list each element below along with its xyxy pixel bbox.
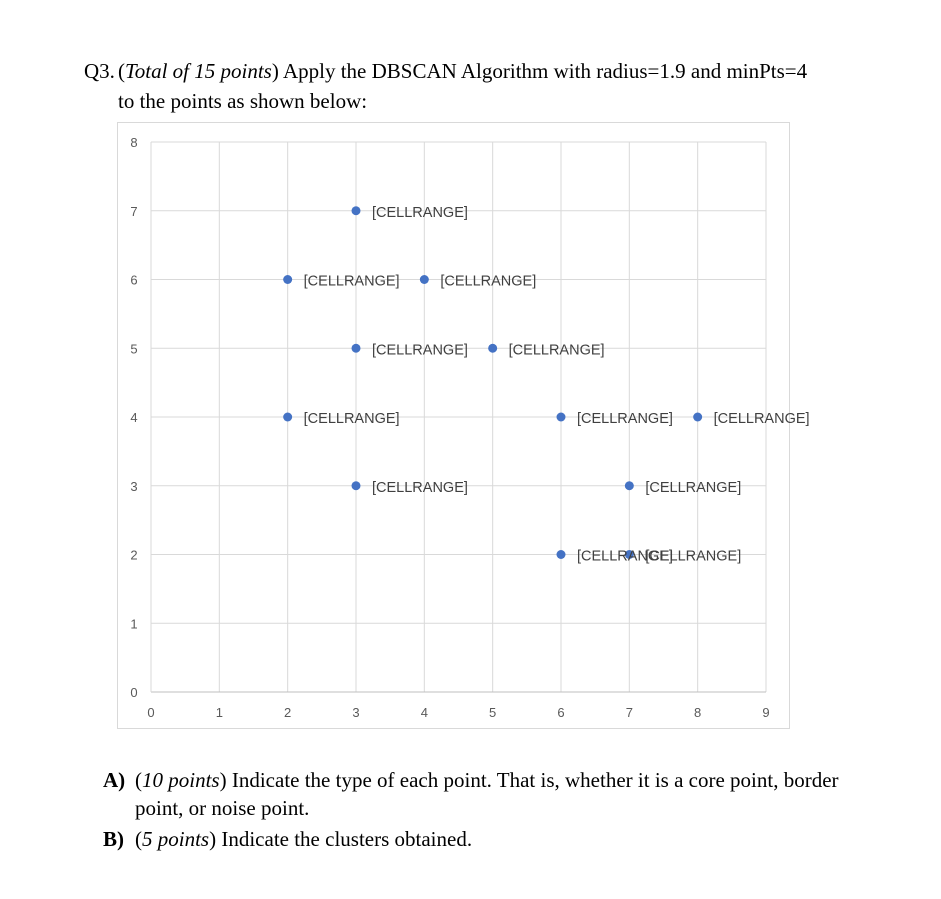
- data-point-marker: [283, 413, 292, 422]
- data-point-label: [CELLRANGE]: [303, 273, 400, 290]
- x-tick-label: 2: [284, 705, 292, 720]
- question-number: Q3.: [84, 59, 115, 83]
- x-tick-label: 1: [215, 705, 223, 720]
- y-tick-label: 2: [130, 547, 138, 563]
- x-tick-label: 7: [625, 705, 633, 720]
- x-tick-label: 9: [762, 705, 770, 720]
- data-point-label: [CELLRANGE]: [372, 479, 468, 496]
- data-point-label: [CELLRANGE]: [645, 548, 742, 565]
- part-a-points: 10 points: [142, 768, 220, 792]
- x-tick-label: 3: [352, 705, 360, 720]
- scatter-plot-svg: [118, 123, 810, 730]
- data-point-marker: [557, 413, 566, 422]
- part-b: B) (5 points) Indicate the clusters obtained.: [103, 827, 473, 851]
- x-axis-ticks: [147, 705, 769, 720]
- data-labels: [304, 205, 810, 565]
- data-point-label: [CELLRANGE]: [372, 342, 468, 359]
- part-b-points: 5 points: [142, 827, 210, 851]
- question-line-2: to the points as shown below:: [118, 89, 368, 113]
- scatter-chart: [117, 122, 810, 729]
- data-point-marker: [352, 344, 361, 353]
- y-axis-ticks: [130, 135, 137, 700]
- y-tick-label: 0: [130, 685, 138, 700]
- data-point-label: [CELLRANGE]: [372, 204, 468, 221]
- data-point-marker: [283, 275, 292, 284]
- question-line-1: Apply the DBSCAN Algorithm with radius=1.9 and minPts=4: [278, 59, 808, 83]
- y-tick-label: 1: [130, 616, 138, 632]
- data-point-label: [CELLRANGE]: [508, 342, 605, 359]
- x-tick-label: 6: [557, 705, 565, 720]
- data-point-label: [CELLRANGE]: [645, 479, 742, 496]
- data-point-marker: [352, 481, 361, 490]
- question-parts: [103, 766, 863, 856]
- y-tick-label: 5: [130, 341, 138, 357]
- x-tick-label: 4: [420, 705, 428, 720]
- data-point-label: [CELLRANGE]: [577, 548, 673, 565]
- y-tick-label: 4: [130, 410, 138, 425]
- x-tick-label: 5: [489, 705, 497, 720]
- question-text: [84, 56, 904, 116]
- part-a-label: A): [103, 768, 126, 792]
- question-points-close: ): [271, 59, 279, 83]
- x-tick-label: 8: [694, 705, 702, 720]
- part-b-text: Indicate the clusters obtained.: [216, 827, 473, 851]
- data-point-marker: [625, 481, 634, 490]
- question-points-open: (: [118, 59, 125, 83]
- data-point-marker: [557, 550, 566, 559]
- y-tick-label: 8: [130, 135, 138, 150]
- question-points: Total of 15 points: [125, 59, 272, 83]
- data-point-marker: [352, 206, 361, 215]
- part-a: A) (10 points) Indicate the type of each point. That is, whether it is a core point, border point, or noise point.: [103, 768, 839, 820]
- y-tick-label: 6: [130, 272, 138, 288]
- data-point-label: [CELLRANGE]: [440, 273, 537, 290]
- part-a-text: Indicate the type of each point. That is, whether it is a core point, border point, or noise point.: [135, 768, 839, 820]
- x-tick-label: 0: [147, 705, 155, 720]
- part-b-label: B): [103, 827, 124, 851]
- data-point-marker: [420, 275, 429, 284]
- data-point-marker: [693, 413, 702, 422]
- data-point-label: [CELLRANGE]: [713, 411, 810, 427]
- data-point-label: [CELLRANGE]: [577, 411, 673, 427]
- data-point-marker: [488, 344, 497, 353]
- data-point-label: [CELLRANGE]: [303, 411, 400, 427]
- y-tick-label: 7: [130, 203, 138, 219]
- chart-grid: [151, 142, 766, 692]
- y-tick-label: 3: [130, 478, 138, 494]
